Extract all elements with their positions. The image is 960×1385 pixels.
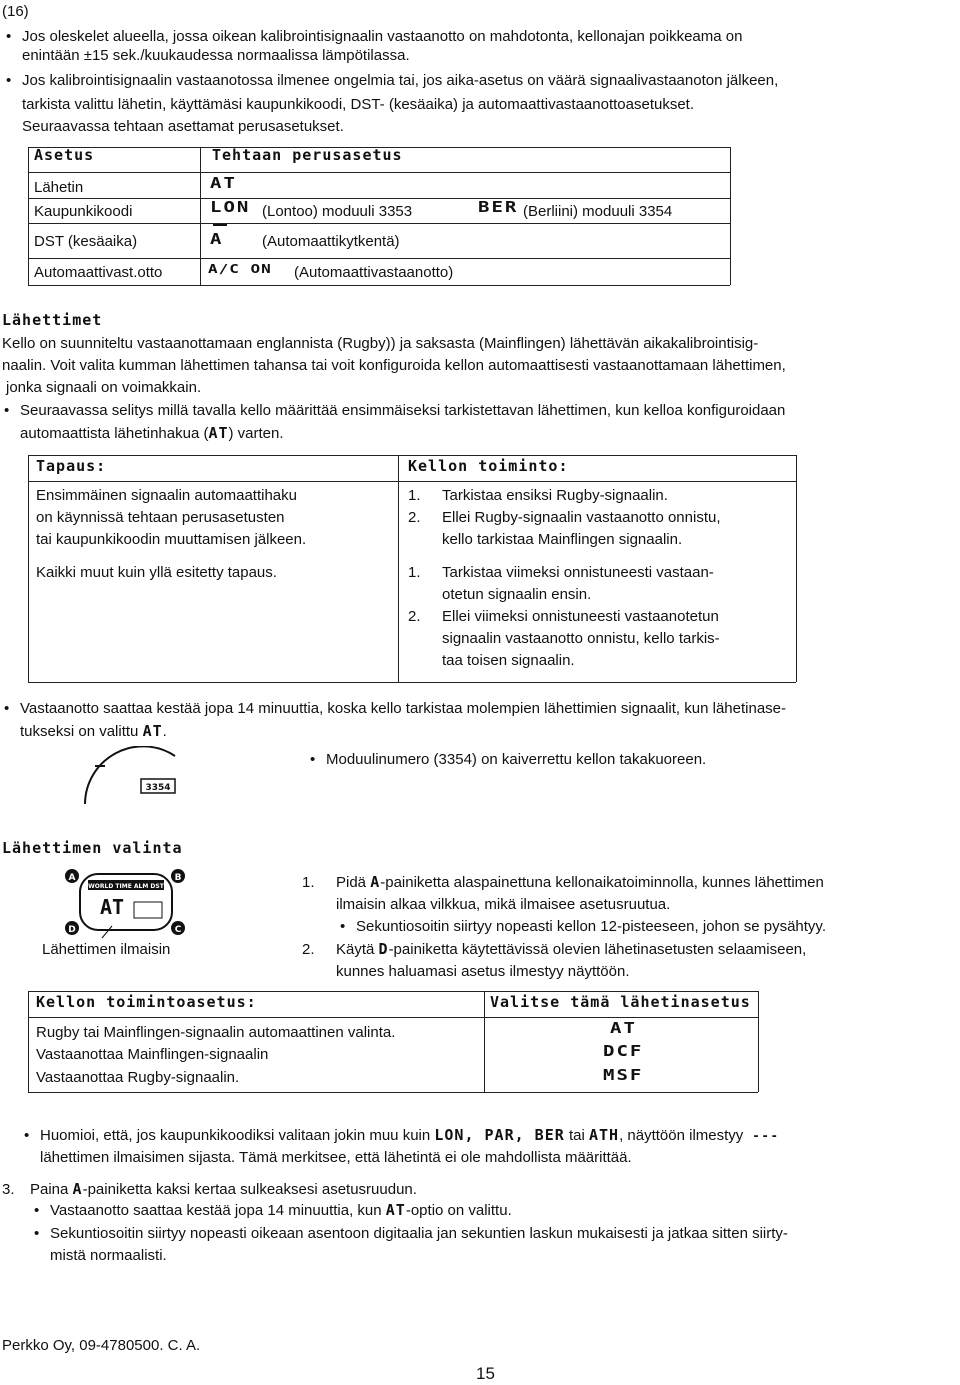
bullet-line: • Jos kalibrointisignaalin vastaanotossa ilmenee ongelmia tai, jos aika-asetus on väärä signaalivastaanoton jälkeen, [22,71,778,90]
row-text: (Lontoo) moduuli 3353 [262,203,413,220]
table-header: Tapaus: [36,457,107,475]
step-text: taa toisen signaalin. [442,652,575,669]
step-text: ilmaisin alkaa vilkkua, mikä ilmaisee asetusruutua. [336,896,671,913]
watch-key-d: D [68,925,76,935]
row-text: (Automaattivastaanotto) [294,264,454,281]
watch-back-illustration [75,746,180,808]
step-number: 2. [408,608,421,625]
footer-text: Perkko Oy, 09-4780500. C. A. [2,1337,201,1354]
row-label: DST (kesäaika) [34,233,138,250]
lcd-value: AT [210,174,237,192]
table-header: Kellon toimintoasetus: [36,993,257,1011]
section-title: Lähettimet [2,311,103,329]
row-label: Kaupunkikoodi [34,203,133,220]
table-header: Kellon toiminto: [408,457,569,475]
table-header: Tehtaan perusasetus [212,146,403,164]
table-header: Valitse tämä lähetinasetus [490,993,751,1011]
step-number: 2. [408,509,421,526]
bullet-line: • Sekuntiosoitin siirtyy nopeasti kellon 12-pisteeseen, johon se pysähtyy. [356,917,826,936]
paragraph-line: naalin. Voit valita kumman lähettimen tahansa tai voit konfiguroida kellon automaattisesti vastaanottamaan lähettimen, [2,357,786,374]
step-number: 1. [408,487,421,504]
step-text: kunnes haluamasi asetus ilmestyy näyttöön. [336,963,630,980]
case-text: Ensimmäinen signaalin automaattihaku [36,487,297,504]
case-text: Kaikki muut kuin yllä esitetty tapaus. [36,564,277,581]
bullet-line: mistä normaalisti. [50,1247,167,1264]
row-label: Automaattivast.otto [34,264,163,281]
lcd-value: DCF [603,1042,644,1060]
step-text: signaalin vastaanotto onnistu, kello tarkis- [442,630,720,647]
bullet-line: • Jos oleskelet alueella, jossa oikean kalibrointisignaalin vastaanotto on mahdotonta, kellonajan poikkeama on [22,27,742,46]
step-text: otetun signaalin ensin. [442,586,592,603]
row-text: Rugby tai Mainflingen-signaalin automaattinen valinta. [36,1024,396,1041]
watch-key-a: A [68,873,76,883]
lcd-value: LON [210,198,251,216]
row-text: (Berliini) moduuli 3354 [523,203,673,220]
step-number: 2. [302,941,315,958]
section-title: Lähettimen valinta [2,839,183,857]
row-label: Lähetin [34,179,84,196]
bullet-line: tarkista valittu lähetin, käyttämäsi kaupunkikoodi, DST- (kesäaika) ja automaattivastaanottoasetukset. [22,96,695,113]
indicator-label: Lähettimen ilmaisin [42,941,171,958]
bullet-line: Seuraavassa tehtaan asettamat perusasetukset. [22,118,344,135]
step-text: Tarkistaa ensiksi Rugby-signaalin. [442,487,668,504]
step-number: 3. [2,1181,15,1198]
watch-key-c: C [174,925,182,935]
note-line: lähettimen ilmaisimen sijasta. Tämä merkitsee, että lähetintä ei ole mahdollista määrittää. [40,1149,632,1166]
note-line: • Huomioi, että, jos kaupunkikoodiksi valitaan jokin muu kuin LON, PAR, BER tai ATH, näyttöön ilmestyy - - - [40,1126,777,1145]
bullet-line: • Seuraavassa selitys millä tavalla kello määrittää ensimmäiseksi tarkistettavan lähettimen, kun kelloa konfiguroidaan [20,401,785,420]
page-marker: (16) [2,3,29,20]
lcd-value: A/C ON [208,260,272,277]
case-text: on käynnissä tehtaan perusasetusten [36,509,285,526]
page-number: 15 [476,1364,495,1383]
step-text: Tarkistaa viimeksi onnistuneesti vastaan- [442,564,714,581]
step-text: Paina A-painiketta kaksi kertaa sulkeaksesi asetusruudun. [30,1180,417,1198]
step-text: kello tarkistaa Mainflingen signaalin. [442,531,683,548]
lcd-value: A [210,230,224,248]
watch-lcd-text: AT [99,895,125,919]
watch-key-b: B [174,873,182,883]
watch-mode-labels: WORLD TIME ALM DST [88,883,164,890]
bullet-line: • Vastaanotto saattaa kestää jopa 14 minuuttia, kun AT-optio on valittu. [50,1201,512,1220]
bullet-line: • Sekuntiosoitin siirtyy nopeasti oikeaan asentoon digitaalia jan sekuntien laskun mukaisesti ja jatkaa sitten siirty- [50,1224,788,1243]
bullet-line: • Moduulinumero (3354) on kaiverrettu kellon takakuoreen. [326,750,706,769]
bullet-line: tukseksi on valittu AT. [20,722,167,740]
step-number: 1. [408,564,421,581]
step-text: Ellei Rugby-signaalin vastaanotto onnistu, [442,509,721,526]
paragraph-line: Kello on suunniteltu vastaanottamaan englannista (Rugby)) ja saksasta (Mainflingen) lähettävän aikakalibrointisig- [2,335,759,352]
module-number-label: 3354 [145,783,171,793]
bullet-line: enintään ±15 sek./kuukaudessa normaalissa lämpötilassa. [22,47,410,64]
lcd-value: MSF [603,1066,644,1084]
step-text: Ellei viimeksi onnistuneesti vastaanotetun [442,608,719,625]
row-text: Vastaanottaa Mainflingen-signaalin [36,1046,269,1063]
watch-display-illustration [62,866,188,940]
lcd-value: AT [610,1019,637,1037]
row-text: Vastaanottaa Rugby-signaalin. [36,1069,240,1086]
step-text: Pidä A-painiketta alaspainettuna kellonaikatoiminnolla, kunnes lähettimen [336,873,824,891]
case-text: tai kaupunkikoodin muuttamisen jälkeen. [36,531,307,548]
bullet-line: • Vastaanotto saattaa kestää jopa 14 minuuttia, koska kello tarkistaa molempien lähettimien signaalit, kun lähetinase- [20,699,786,718]
lcd-value: BER [478,198,519,216]
step-text: Käytä D-painiketta käytettävissä olevien lähetinasetusten selaamiseen, [336,940,807,958]
bullet-line: automaattista lähetinhakua (AT) varten. [20,424,284,442]
row-text: (Automaattikytkentä) [262,233,400,250]
paragraph-line: jonka signaali on voimakkain. [6,379,202,396]
step-number: 1. [302,874,315,891]
table-header: Asetus [34,146,95,164]
